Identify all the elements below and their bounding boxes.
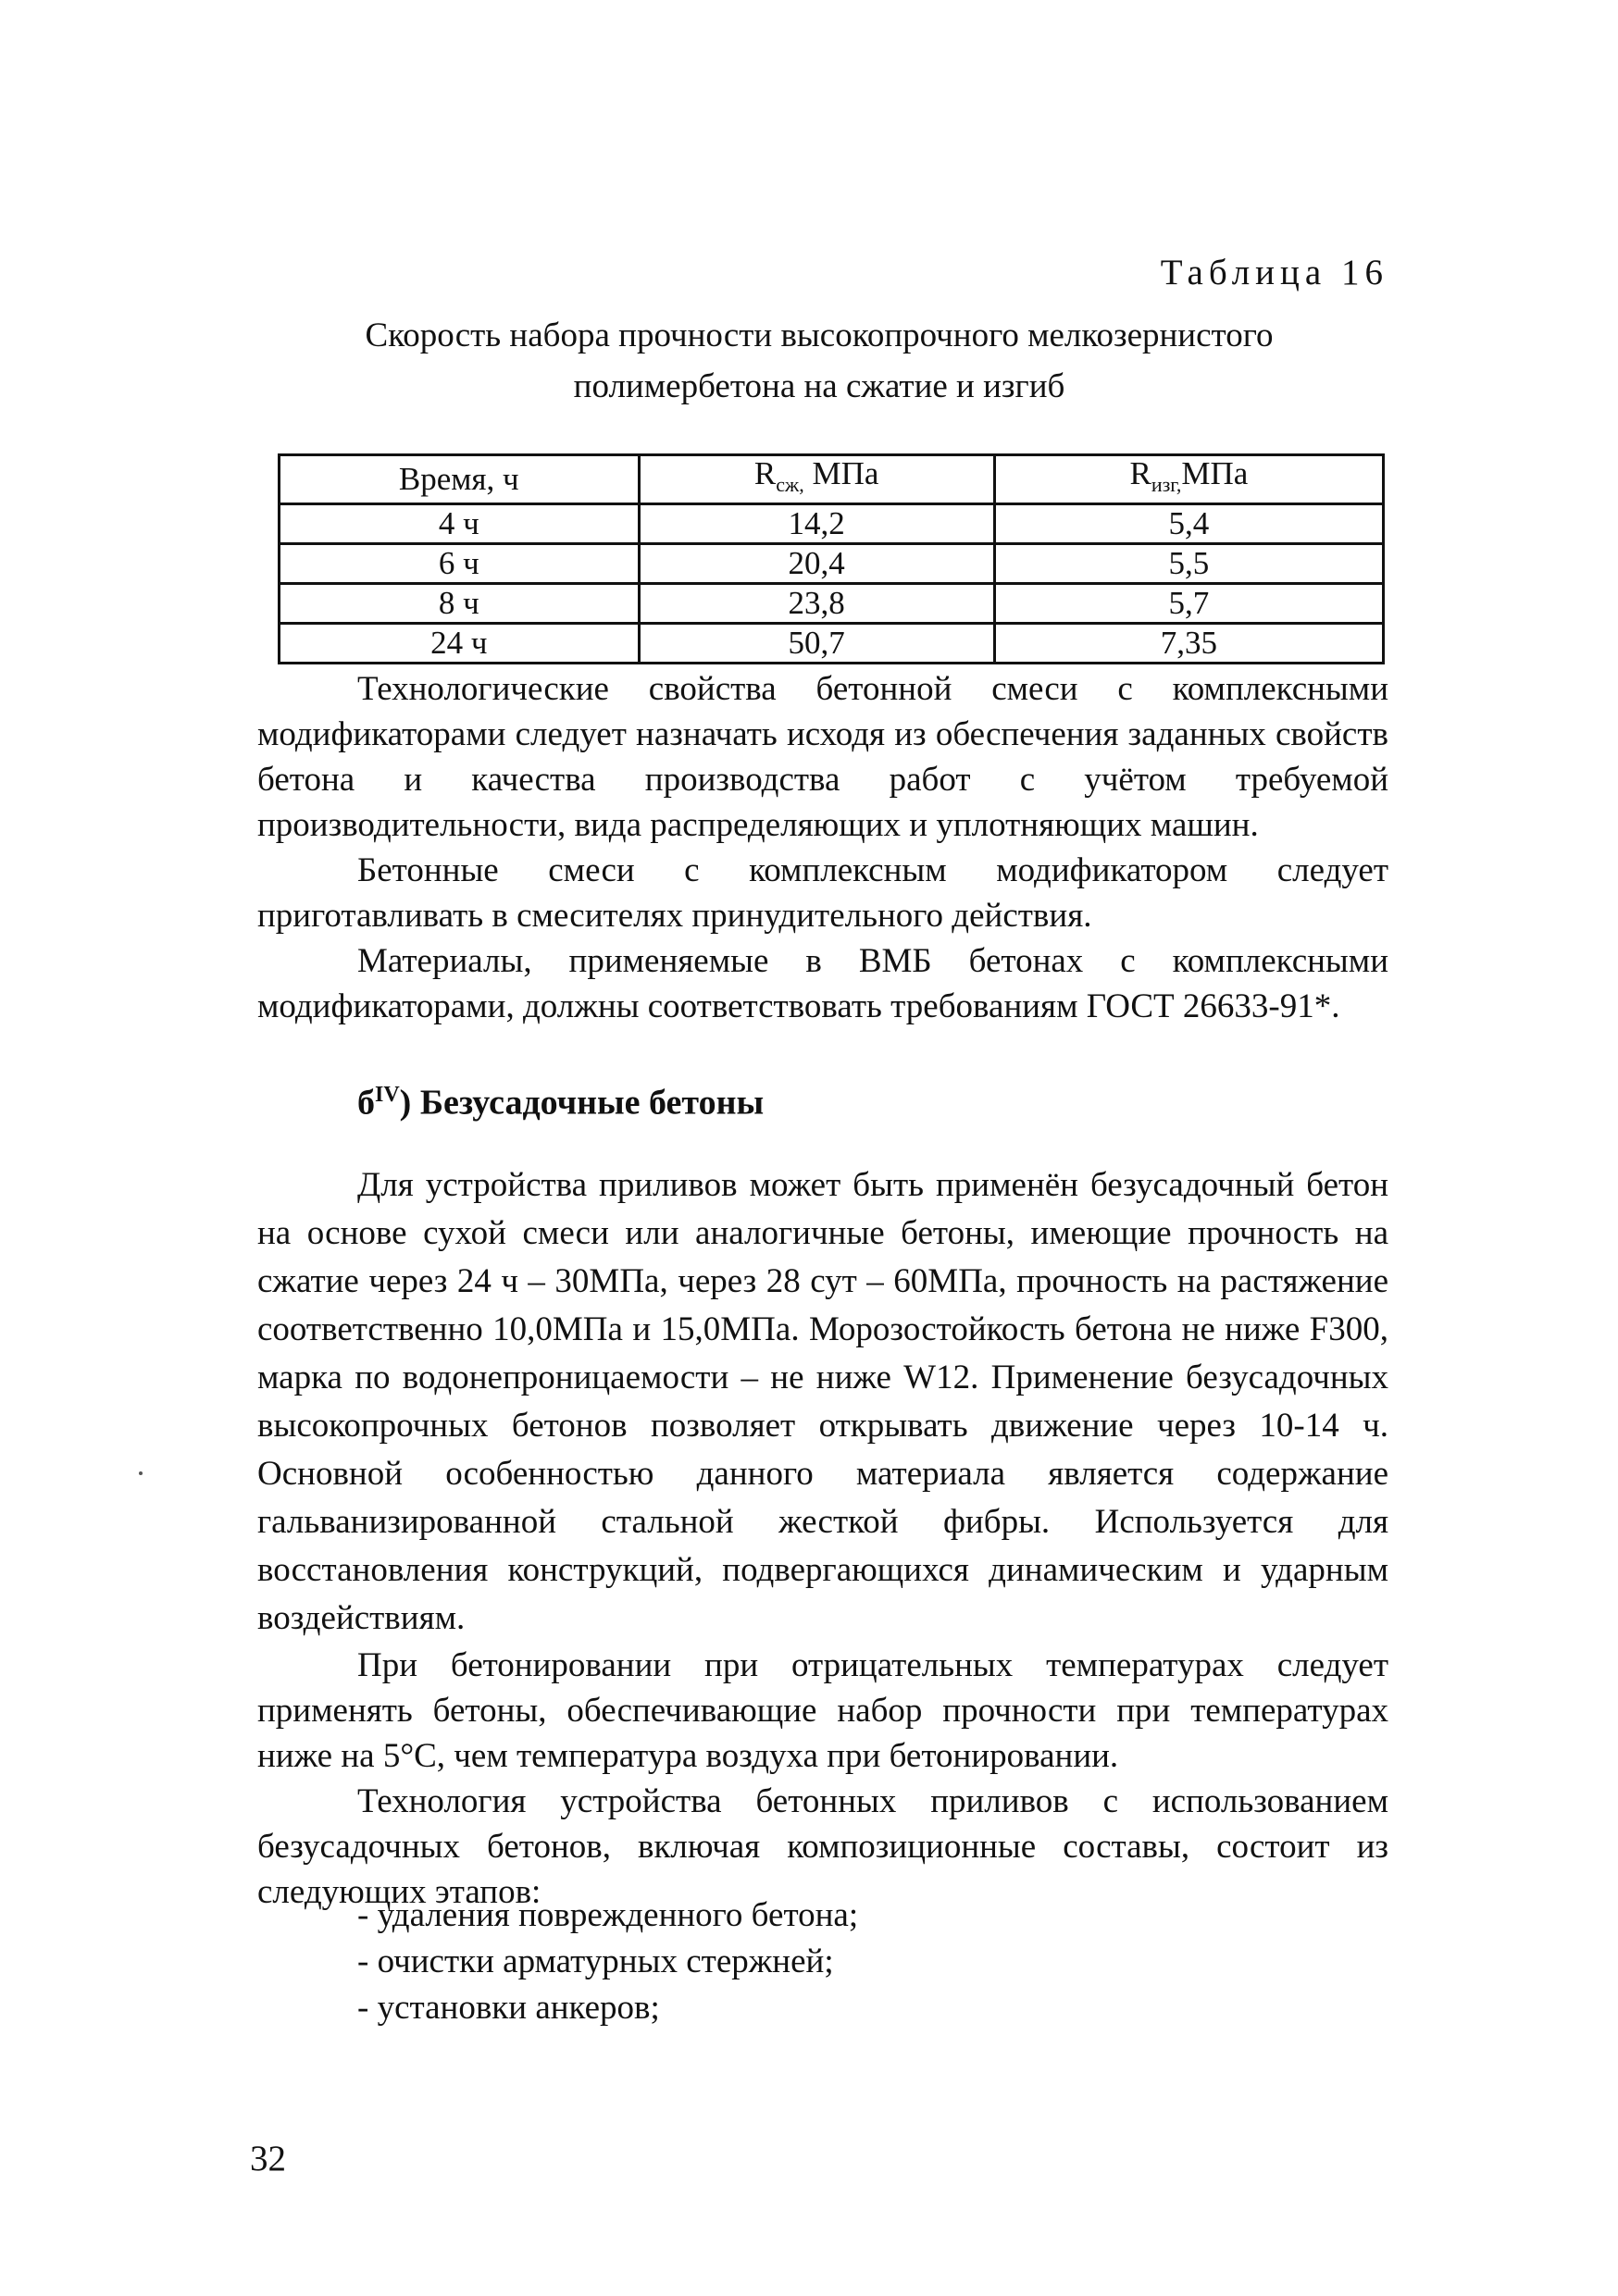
table-caption: Таблица 16 [1160,253,1388,292]
cell-r-bending: 5,5 [994,544,1383,584]
cell-r-compression: 23,8 [639,584,994,624]
section-heading [357,1072,764,1126]
header-r-bending-symbol: R [1129,455,1151,491]
header-time: Время, ч [280,455,640,504]
strength-table [278,453,1385,664]
section-title: ) Безусадочные бетоны [399,1083,765,1123]
cell-time: 8 ч [280,584,640,624]
table-title-line-2: полимербетона на сжатие и изгиб [573,367,1065,405]
list-item: - очистки арматурных стержней; [357,1942,834,1980]
table-row [280,624,1384,664]
cell-time: 4 ч [280,504,640,544]
table-row [280,544,1384,584]
cell-r-compression: 20,4 [639,544,994,584]
table-row [280,504,1384,544]
table-header-row [280,455,1384,504]
section-number-superscript: IV [375,1083,400,1107]
page-number: 32 [250,2139,286,2178]
cell-r-bending: 5,7 [994,584,1383,624]
steps-list [357,1893,858,2031]
section-number: б [357,1083,375,1123]
paragraph: Для устройства приливов может быть применён безусадочный бетон на основе сухой смеси или аналогичные бетоны, имеющие прочность на сжатие через 24 ч – 30МПа, через 28 сут – 60МПа, прочность на растяжение соответственно 10,0МПа и 15,0МПа. Морозостойкость бетона не ниже F300, марка по водонепроницаемости – не ниже W12. Применение безусадочных высокопрочных бетонов позволяет открывать движение через 10-14 ч. Основной особенностью данного материала является содержание гальванизированной стальной жесткой фибры. Используется для восстановления конструкций, подвергающихся динамическим и ударным воздействиям. [257,1166,1388,1637]
paragraph: Технология устройства бетонных приливов с использованием безусадочных бетонов, включая композиционные составы, состоит из следующих этапов: [257,1782,1388,1911]
paragraph-block-2 [257,1161,1388,1915]
margin-speck [139,1471,143,1475]
header-r-bending-subscript: изг, [1151,473,1182,496]
cell-r-compression: 50,7 [639,624,994,664]
table-title [259,310,1379,412]
header-r-compression [639,455,994,504]
cell-time: 24 ч [280,624,640,664]
cell-time: 6 ч [280,544,640,584]
table-title-line-1: Скорость набора прочности высокопрочного мелкозернистого [365,316,1274,354]
header-r-bending-unit: МПа [1181,455,1249,491]
paragraph-block-1 [257,666,1388,1029]
list-item: - удаления поврежденного бетона; [357,1896,859,1934]
header-r-compression-symbol: R [753,455,777,491]
cell-r-bending: 5,4 [994,504,1383,544]
header-r-compression-unit: МПа [803,455,879,491]
paragraph: Бетонные смеси с комплексным модификатором следует приготавливать в смесителях принудительного действия. [257,851,1388,935]
paragraph: Технологические свойства бетонной смеси с комплексными модификаторами следует назначать исходя из обеспечения заданных свойств бетона и качества производства работ с учётом требуемой производительности, вида распределяющих и уплотняющих машин. [257,670,1388,844]
header-r-bending [994,455,1383,504]
cell-r-bending: 7,35 [994,624,1383,664]
list-item: - установки анкеров; [357,1989,660,2027]
cell-r-compression: 14,2 [639,504,994,544]
table-row [280,584,1384,624]
paragraph: При бетонировании при отрицательных температурах следует применять бетоны, обеспечивающие набор прочности при температурах ниже на 5°С, чем температура воздуха при бетонировании. [257,1646,1388,1775]
paragraph: Материалы, применяемые в ВМБ бетонах с комплексными модификаторами, должны соответствовать требованиям ГОСТ 26633-91*. [257,942,1388,1025]
header-r-compression-subscript: сж, [776,473,804,496]
